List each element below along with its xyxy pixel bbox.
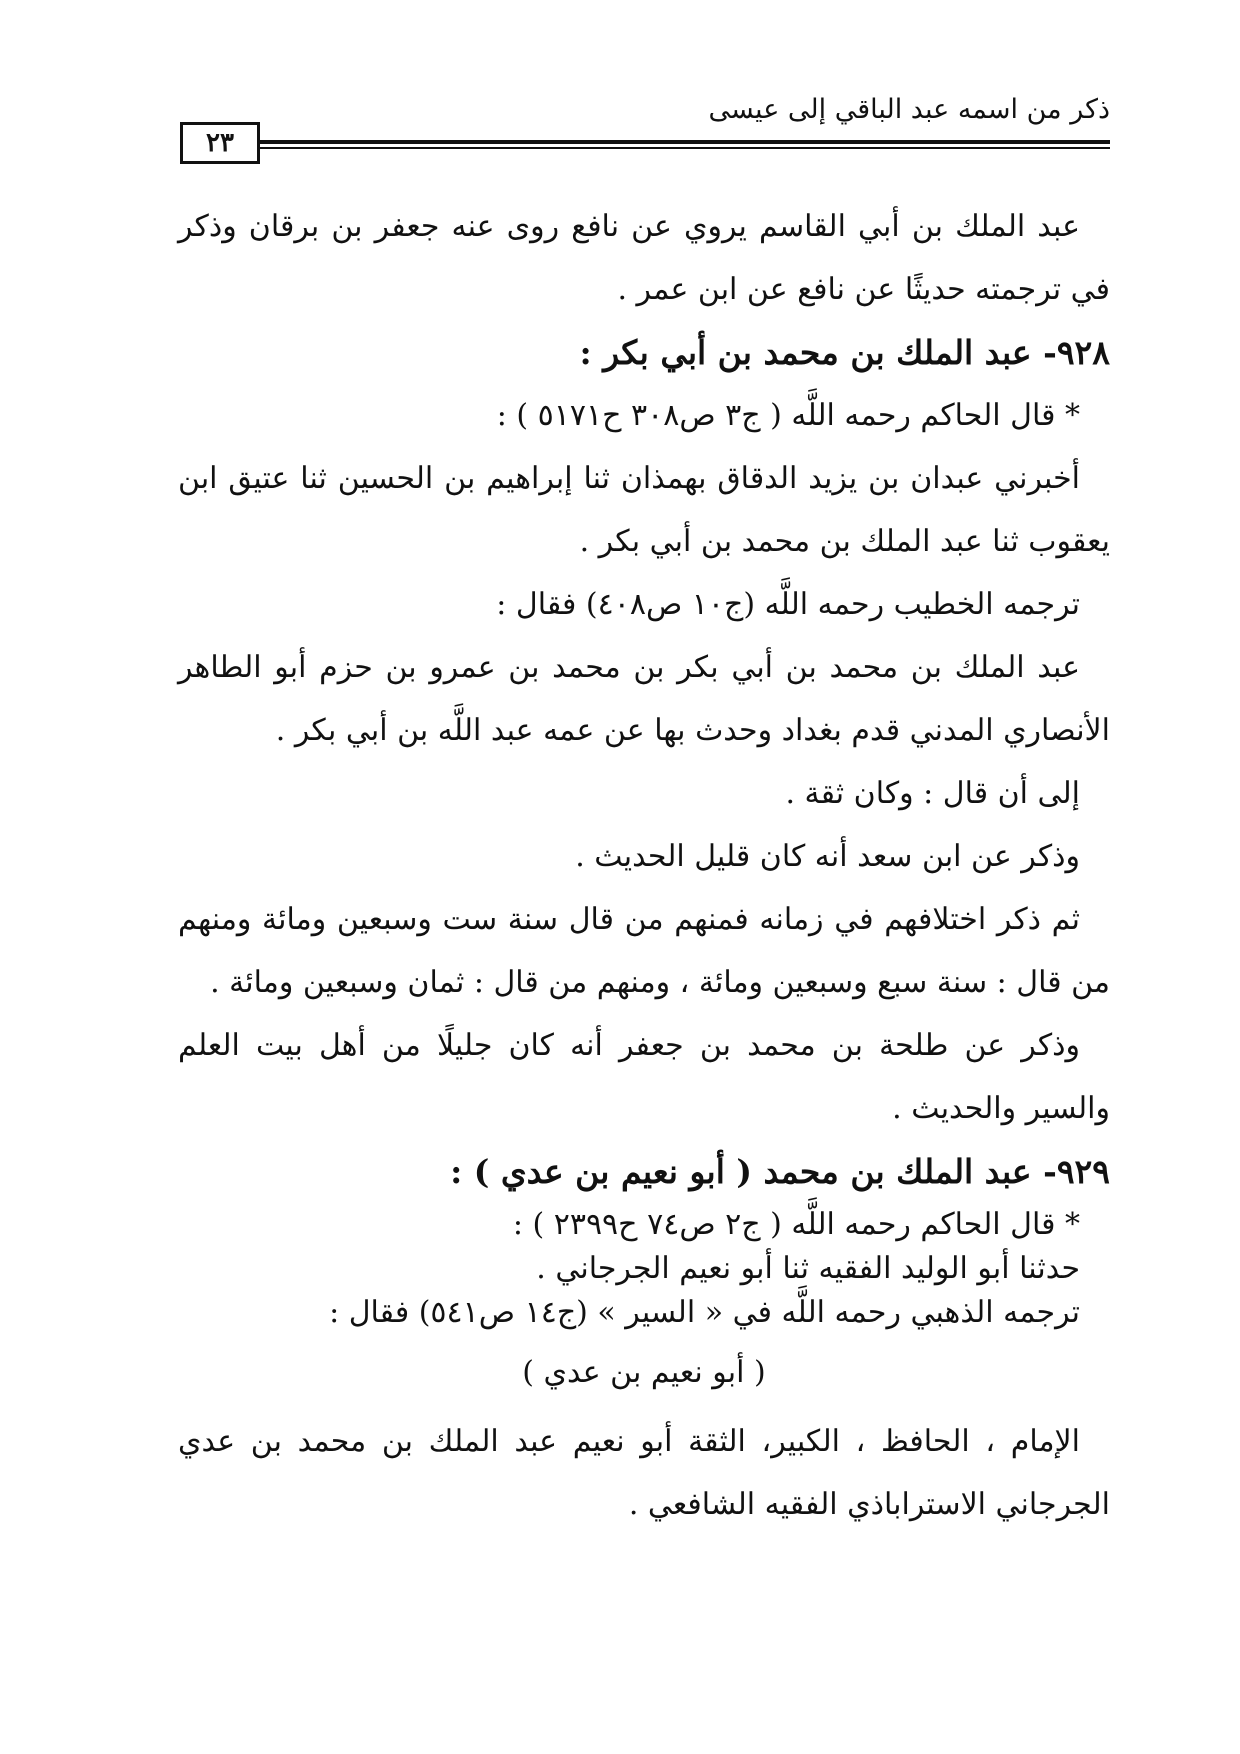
biography-note-thiqa: إلى أن قال : وكان ثقة . [785, 776, 1080, 811]
dhahabi-biography-paragraph: الإمام ، الحافظ ، الكبير، الثقة أبو نعيم عبد الملك بن محمد بن عدي الجرجاني الاستراباذي الفقيه الشافعي . [178, 1424, 1110, 1522]
page-header [180, 92, 1110, 172]
header-rule-thin [260, 147, 1110, 149]
entry-heading-929: ٩٢٩- عبد الملك بن محمد ( أبو نعيم بن عدي ) : [450, 1152, 1110, 1191]
centered-subtitle: ( أبو نعيم بن عدي ) [522, 1355, 766, 1390]
paragraph-continuation: عبد الملك بن أبي القاسم يروي عن نافع روى عنه جعفر بن برقان وذكر في ترجمته حديثًا عن نافع عن ابن عمر . [178, 209, 1110, 307]
dhahabi-citation: ترجمه الذهبي رحمه اللَّه في « السير » (ج١٤ ص٥٤١) فقال : [329, 1295, 1080, 1330]
isnad-paragraph: أخبرني عبدان بن يزيد الدقاق بهمذان ثنا إبراهيم بن الحسين ثنا عتيق ابن يعقوب ثنا عبد الملك بن محمد بن أبي بكر . [178, 461, 1110, 559]
source-citation-hakim-2: * قال الحاكم رحمه اللَّه ( ج٢ ص٧٤ ح٢٣٩٩ ) : [512, 1207, 1080, 1242]
page-number: ٢٣ [180, 122, 260, 164]
biography-paragraph: عبد الملك بن محمد بن أبي بكر بن محمد بن عمرو بن حزم أبو الطاهر الأنصاري المدني قدم بغداد وحدث بها عن عمه عبد اللَّه بن أبي بكر . [178, 650, 1110, 748]
biography-note-death-dates: ثم ذكر اختلافهم في زمانه فمنهم من قال سنة ست وسبعين ومائة ومنهم من قال : سنة سبع وسبعين ومائة ، ومنهم من قال : ثمان وسبعين ومائة . [178, 902, 1110, 1000]
source-citation-hakim: * قال الحاكم رحمه اللَّه ( ج٣ ص٣٠٨ ح٥١٧١ ) : [496, 398, 1080, 433]
header-rule-thick [260, 140, 1110, 144]
biography-note-talha: وذكر عن طلحة بن محمد بن جعفر أنه كان جليلًا من أهل بيت العلم والسير والحديث . [178, 1028, 1110, 1126]
running-title: ذكر من اسمه عبد الباقي إلى عيسى [708, 94, 1110, 125]
page-body [178, 195, 1110, 1536]
entry-heading-928: ٩٢٨- عبد الملك بن محمد بن أبي بكر : [579, 333, 1110, 372]
isnad-paragraph-2: حدثنا أبو الوليد الفقيه ثنا أبو نعيم الجرجاني . [536, 1251, 1080, 1286]
khatib-citation: ترجمه الخطيب رحمه اللَّه (ج١٠ ص٤٠٨) فقال : [496, 587, 1080, 622]
biography-note-ibn-sad: وذكر عن ابن سعد أنه كان قليل الحديث . [575, 839, 1080, 874]
